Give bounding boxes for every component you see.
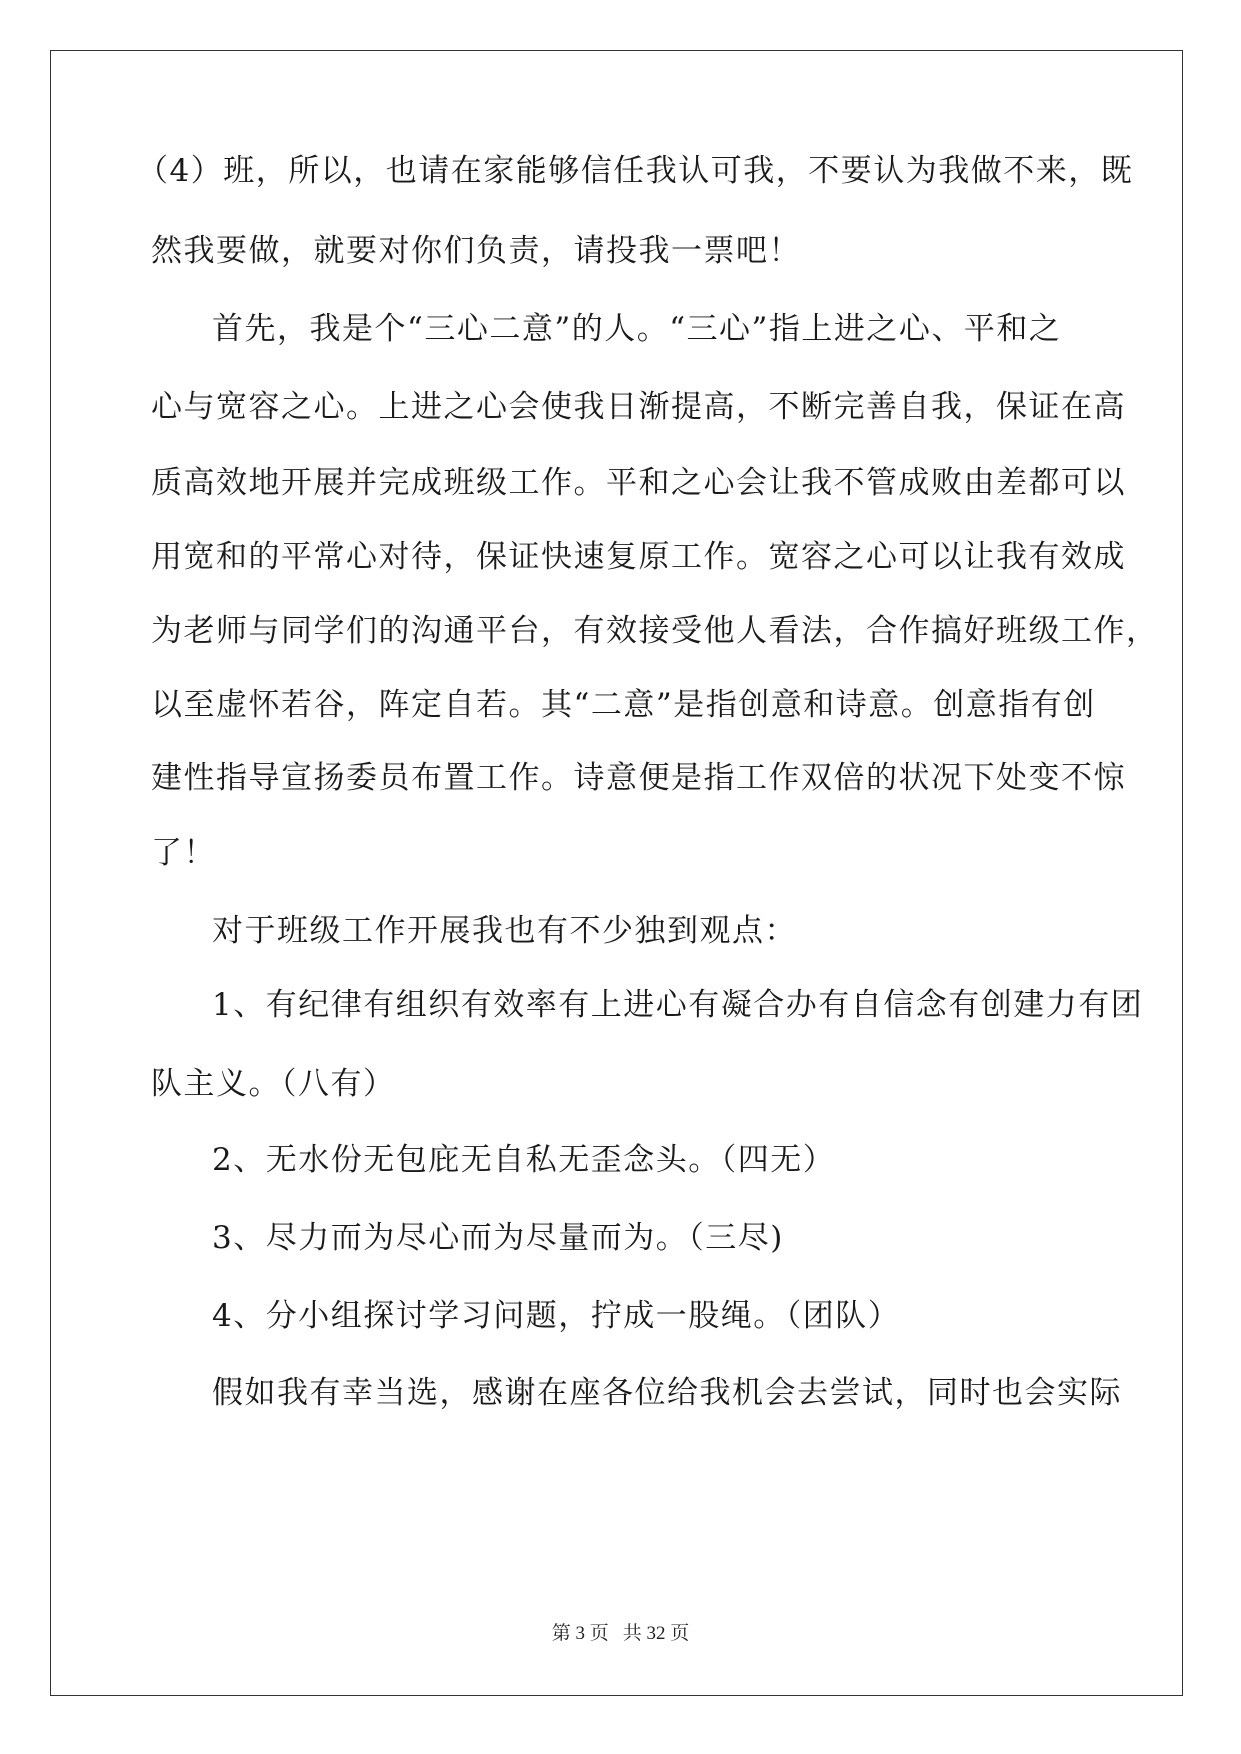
page-total: 共 32 页 <box>622 1623 690 1644</box>
text-line: 1、有纪律有组织有效率有上进心有凝合办有自信念有创建力有团 <box>212 987 1144 1023</box>
text-line: 然我要做，就要对你们负责，请投我一票吧！ <box>151 233 801 269</box>
text-line: 对于班级工作开展我也有不少独到观点： <box>212 913 797 949</box>
text-line: 队主义。（八有） <box>151 1066 396 1102</box>
page-footer <box>0 1618 1241 1645</box>
text-line: 建性指导宣扬委员布置工作。诗意便是指工作双倍的状况下处变不惊 <box>151 760 1126 796</box>
text-line: （4）班，所以，也请在家能够信任我认可我，不要认为我做不来，既 <box>137 153 1134 189</box>
text-line: 以至虚怀若谷，阵定自若。其“二意”是指创意和诗意。创意指有创 <box>151 687 1096 723</box>
text-line: 用宽和的平常心对待，保证快速复原工作。宽容之心可以让我有效成 <box>151 539 1126 575</box>
text-line: 质高效地开展并完成班级工作。平和之心会让我不管成败由差都可以 <box>151 465 1126 501</box>
text-line: 2、无水份无包庇无自私无歪念头。（四无） <box>212 1142 836 1178</box>
text-line: 心与宽容之心。上进之心会使我日渐提高，不断完善自我，保证在高 <box>151 389 1126 425</box>
text-line: 首先，我是个“三心二意”的人。“三心”指上进之心、平和之 <box>212 311 1062 347</box>
text-line: 3、尽力而为尽心而为尽量而为。（三尽) <box>212 1220 784 1256</box>
page-number: 第 3 页 <box>551 1623 609 1644</box>
text-line: 为老师与同学们的沟通平台，有效接受他人看法，合作搞好班级工作， <box>151 613 1159 649</box>
text-line: 4、分小组探讨学习问题，拧成一股绳。（团队） <box>212 1298 901 1334</box>
text-line: 了！ <box>151 835 216 871</box>
text-line: 假如我有幸当选，感谢在座各位给我机会去尝试，同时也会实际 <box>212 1375 1122 1411</box>
page-border <box>50 50 1183 1696</box>
